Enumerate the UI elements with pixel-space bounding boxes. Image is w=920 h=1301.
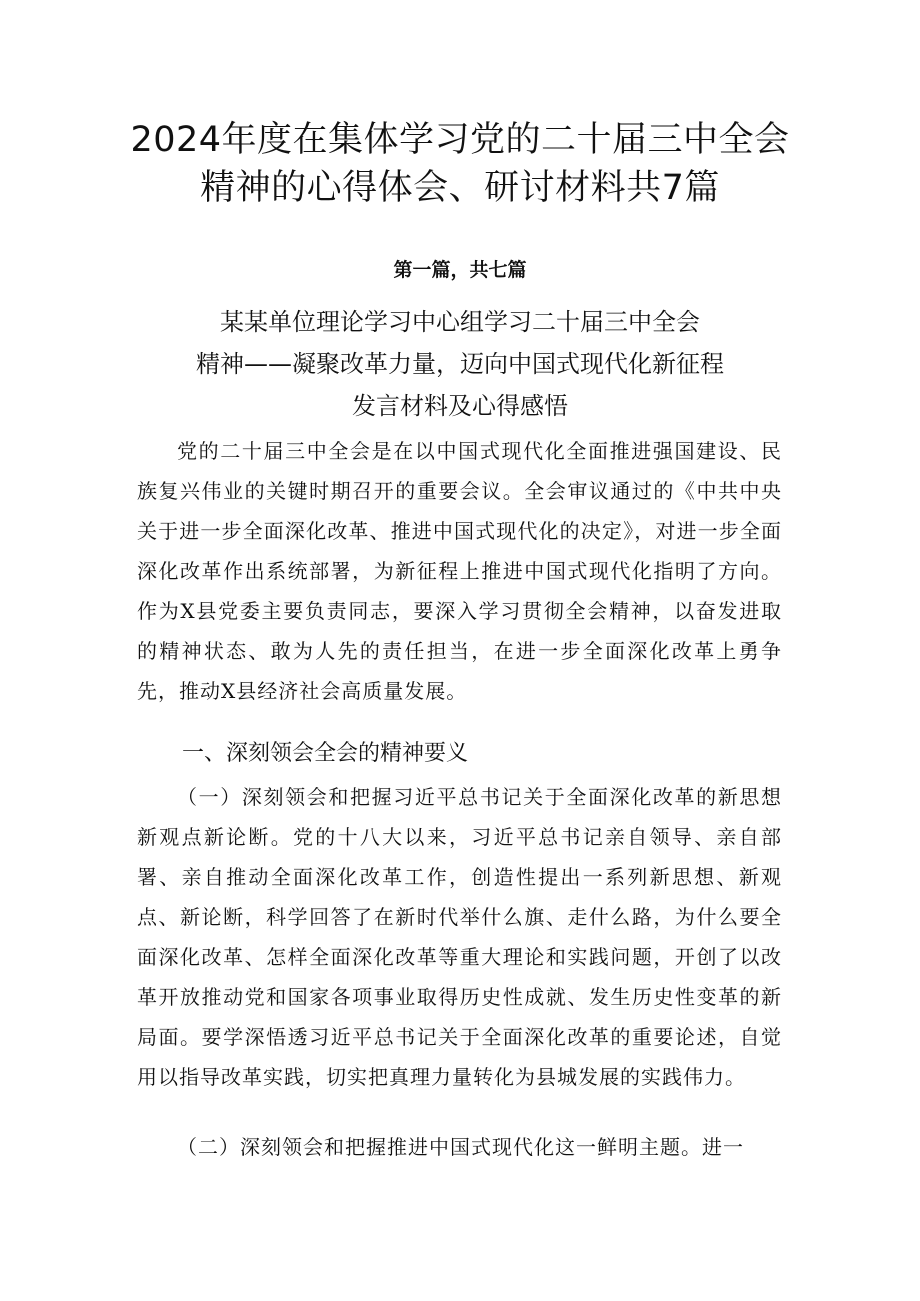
- section-heading-1: 一、深刻领会全会的精神要义: [182, 741, 469, 766]
- body-paragraph-3: （二）深刻领会和把握推进中国式现代化这一鲜明主题。进一: [177, 1135, 744, 1159]
- body-paragraph-1: 党的二十届三中全会是在以中国式现代化全面推进强国建设、民族复兴伟业的关键时期召开的重要会议。全会审议通过的《中共中央关于进一步全面深化改革、推进中国式现代化的决定》，对进一步全面深化改革作出系统部署，为新征程上推进中国式现代化指明了方向。作为X县党委主要负责同志，要深入学习贯彻全会精神，以奋发进取的精神状态、敢为人先的责任担当，在进一步全面深化改革上勇争先，推动X县经济社会高质量发展。: [137, 439, 782, 703]
- body-paragraph-2: （一）深刻领会和把握习近平总书记关于全面深化改革的新思想新观点新论断。党的十八大以来，习近平总书记亲自领导、亲自部署、亲自推动全面深化改革工作，创造性提出一系列新思想、新观点、新论断，科学回答了在新时代举什么旗、走什么路，为什么要全面深化改革、怎样全面深化改革等重大理论和实践问题，开创了以改革开放推动党和国家各项事业取得历史性成就、发生历史性变革的新局面。要学深悟透习近平总书记关于全面深化改革的重要论述，自觉用以指导改革实践，切实把真理力量转化为县城发展的实践伟力。: [137, 785, 782, 1089]
- section-label: 第一篇，共七篇: [393, 259, 527, 281]
- article-title-line-2: 精神——凝聚改革力量，迈向中国式现代化新征程: [196, 350, 724, 378]
- document-title-line-2: 精神的心得体会、研讨材料共7篇: [200, 168, 720, 208]
- document-title-line-1: 2024年度在集体学习党的二十届三中全会: [130, 120, 790, 160]
- article-title-line-3: 发言材料及心得感悟: [352, 392, 568, 420]
- article-title-line-1: 某某单位理论学习中心组学习二十届三中全会: [220, 308, 700, 336]
